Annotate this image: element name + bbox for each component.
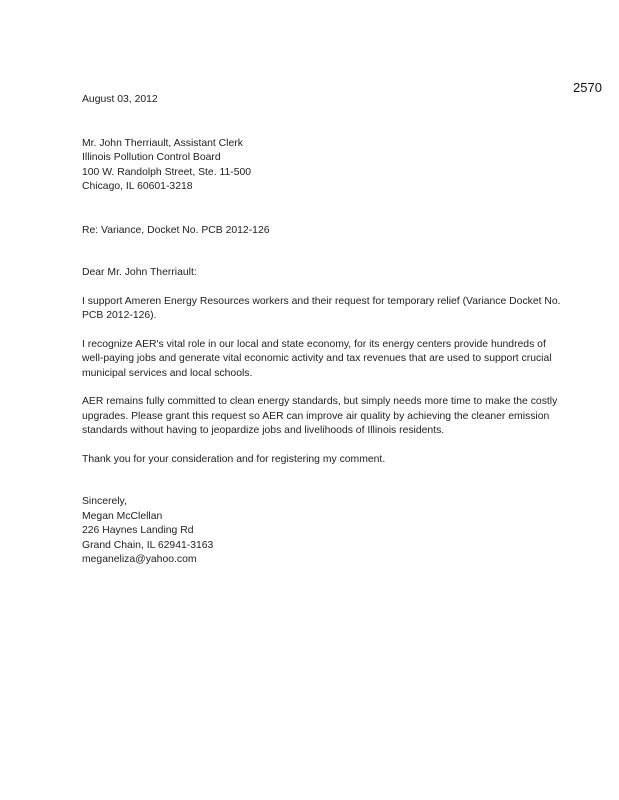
sender-name: Megan McClellan: [82, 510, 163, 522]
page-number: 2570: [573, 80, 602, 95]
subject-line: Re: Variance, Docket No. PCB 2012-126: [82, 224, 270, 236]
recipient-street: 100 W. Randolph Street, Ste. 11-500: [82, 166, 252, 178]
recipient-address: [82, 137, 562, 195]
paragraph-economy: I recognize AER's vital role in our local and state economy, for its energy centers provide hundreds of well-paying jobs and generate vital economic activity and tax revenues that are used to support crucial municipal services and local schools.: [82, 338, 552, 379]
recipient-name: Mr. John Therriault, Assistant Clerk: [82, 137, 243, 149]
recipient-organization: Illinois Pollution Control Board: [82, 152, 221, 163]
sender-street: 226 Haynes Landing Rd: [82, 525, 194, 536]
salutation: Dear Mr. John Therriault:: [82, 267, 197, 278]
sender-city: Grand Chain, IL 62941-3163: [82, 539, 214, 551]
letter-body: [82, 93, 562, 568]
paragraph-thanks: Thank you for your consideration and for registering my comment.: [82, 453, 386, 465]
paragraph-standards: AER remains fully committed to clean energy standards, but simply needs more time to make the costly upgrades. Please grant this request so AER can improve air quality by achieving the cleaner emission standards without having to jeopardize jobs and livelihoods of Illinois residents.: [82, 396, 558, 436]
letter-date: August 03, 2012: [82, 94, 158, 105]
closing-word: Sincerely,: [82, 496, 127, 507]
sender-email: meganeliza@yahoo.com: [82, 554, 197, 565]
paragraph-support: I support Ameren Energy Resources workers and their request for temporary relief (Variance Docket No. PCB 2012-126).: [82, 295, 561, 321]
signature-block: [82, 495, 562, 568]
recipient-city: Chicago, IL 60601-3218: [82, 181, 193, 192]
